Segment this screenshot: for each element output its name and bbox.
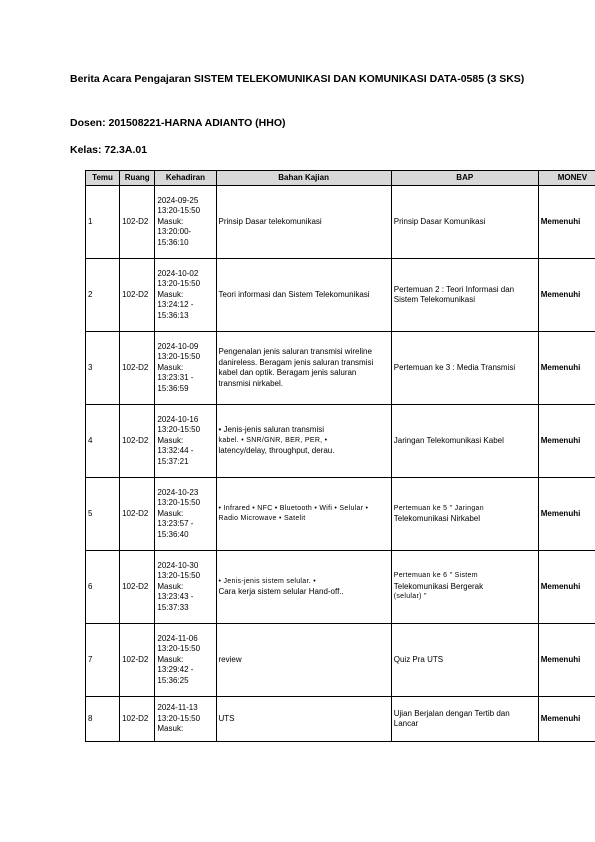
table-row (86, 259, 595, 332)
cell-bahan-line: • Jenis-jenis saluran transmisi (218, 425, 325, 435)
cell-bap-line: (selular) " (393, 593, 427, 601)
cell-bahan-kajian: UTS (216, 697, 391, 742)
column-header-bahan-kajian: Bahan Kajian (216, 171, 391, 186)
cell-monev: Memenuhi (538, 697, 595, 742)
cell-kehadiran: 2024-10-16 13:20-15:50 Masuk: 13:32:44 - 15:37:21 (155, 405, 216, 478)
column-header-bap: BAP (391, 171, 538, 186)
column-header-temu: Temu (86, 171, 120, 186)
cell-bap: Jaringan Telekomunikasi Kabel (391, 405, 538, 478)
cell-bahan-kajian: Teori informasi dan Sistem Telekomunikasi (216, 259, 391, 332)
cell-monev: Memenuhi (538, 478, 595, 551)
cell-bap (391, 478, 538, 551)
cell-ruang: 102-D2 (120, 332, 155, 405)
cell-monev: Memenuhi (538, 551, 595, 624)
lecturer-label: Dosen: 201508221-HARNA ADIANTO (HHO) (70, 117, 286, 129)
cell-bahan-kajian (216, 551, 391, 624)
table-row (86, 478, 595, 551)
cell-bap-line: Telekomunikasi Nirkabel (393, 514, 481, 523)
cell-temu: 6 (86, 551, 120, 624)
teaching-record-table (85, 170, 595, 742)
cell-temu: 7 (86, 624, 120, 697)
cell-bap: Pertemuan ke 3 : Media Transmisi (391, 332, 538, 405)
cell-temu: 3 (86, 332, 120, 405)
cell-monev: Memenuhi (538, 624, 595, 697)
cell-monev: Memenuhi (538, 259, 595, 332)
cell-monev: Memenuhi (538, 405, 595, 478)
cell-bap: Prinsip Dasar Komunikasi (391, 186, 538, 259)
cell-ruang: 102-D2 (120, 697, 155, 742)
cell-kehadiran: 2024-09-25 13:20-15:50 Masuk: 13:20:00-15:36:10 (155, 186, 216, 259)
cell-bahan-line: latency/delay, throughput, derau. (218, 446, 335, 456)
cell-kehadiran: 2024-10-30 13:20-15:50 Masuk: 13:23:43 - 15:37:33 (155, 551, 216, 624)
cell-bahan-kajian (216, 405, 391, 478)
cell-bap-line: Pertemuan ke 5 " Jaringan (393, 504, 484, 512)
cell-ruang: 102-D2 (120, 259, 155, 332)
cell-temu: 5 (86, 478, 120, 551)
cell-bahan-kajian: • Infrared • NFC • Bluetooth • Wifi • Selular • Radio Microwave • Satelit (216, 478, 391, 551)
table-header-row (86, 171, 595, 186)
table-row (86, 186, 595, 259)
cell-monev: Memenuhi (538, 332, 595, 405)
cell-ruang: 102-D2 (120, 551, 155, 624)
cell-kehadiran: 2024-11-13 13:20-15:50 Masuk: (155, 697, 216, 742)
table-row (86, 624, 595, 697)
cell-ruang: 102-D2 (120, 624, 155, 697)
cell-bap: Pertemuan 2 : Teori Informasi dan Sistem Telekomunikasi (391, 259, 538, 332)
cell-bap: Ujian Berjalan dengan Tertib dan Lancar (391, 697, 538, 742)
cell-ruang: 102-D2 (120, 405, 155, 478)
cell-temu: 1 (86, 186, 120, 259)
cell-temu: 8 (86, 697, 120, 742)
cell-temu: 4 (86, 405, 120, 478)
cell-bahan-kajian: Pengenalan jenis saluran transmisi wireline danireless. Beragam jenis saluran transmisi kabel dan optik. Beragam jenis saluran transmisi nirkabel. (216, 332, 391, 405)
table-row (86, 405, 595, 478)
cell-ruang: 102-D2 (120, 478, 155, 551)
cell-bahan-kajian: Prinsip Dasar telekomunikasi (216, 186, 391, 259)
cell-monev: Memenuhi (538, 186, 595, 259)
table-row (86, 551, 595, 624)
cell-bahan-line: kabel. • SNR/GNR, BER, PER, • (218, 436, 328, 444)
class-label: Kelas: 72.3A.01 (70, 144, 148, 156)
cell-bap-line: Pertemuan ke 6 " Sistem (393, 572, 478, 580)
cell-bahan-line: • Jenis-jenis sistem selular. • (218, 577, 316, 585)
cell-temu: 2 (86, 259, 120, 332)
cell-kehadiran: 2024-10-02 13:20-15:50 Masuk: 13:24:12 - 15:36:13 (155, 259, 216, 332)
cell-bap: Quiz Pra UTS (391, 624, 538, 697)
cell-bap-line: Telekomunikasi Bergerak (393, 581, 484, 591)
document-title: Berita Acara Pengajaran SISTEM TELEKOMUNIKASI DAN KOMUNIKASI DATA-0585 (3 SKS) (70, 73, 525, 85)
column-header-monev: MONEV (538, 171, 595, 186)
column-header-ruang: Ruang (120, 171, 155, 186)
cell-bahan-kajian: review (216, 624, 391, 697)
cell-bap (391, 551, 538, 624)
cell-kehadiran: 2024-10-23 13:20-15:50 Masuk: 13:23:57 - 15:36:40 (155, 478, 216, 551)
table-row (86, 332, 595, 405)
table-row (86, 697, 595, 742)
cell-bahan-line: Cara kerja sistem selular Hand-off.. (218, 587, 344, 596)
cell-kehadiran: 2024-10-09 13:20-15:50 Masuk: 13:23:31 - 15:36:59 (155, 332, 216, 405)
cell-kehadiran: 2024-11-06 13:20-15:50 Masuk: 13:29:42 - 15:36:25 (155, 624, 216, 697)
cell-ruang: 102-D2 (120, 186, 155, 259)
column-header-kehadiran: Kehadiran (155, 171, 216, 186)
